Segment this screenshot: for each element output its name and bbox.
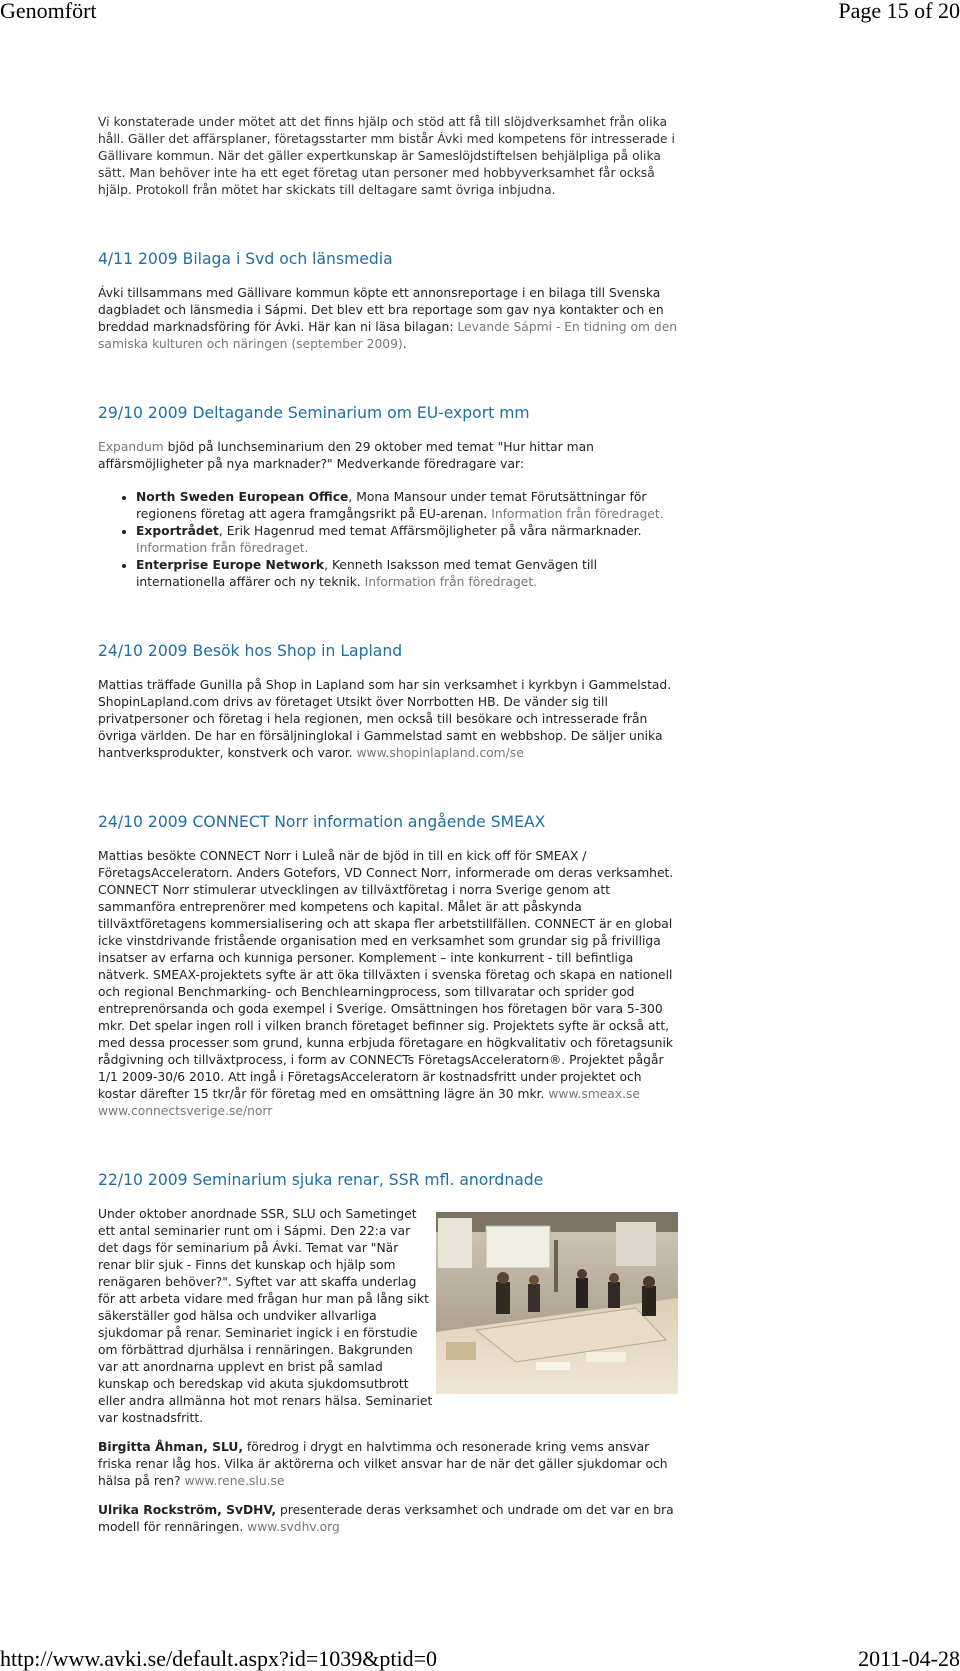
speaker-text: , Kenneth Isaksson med temat Genvägen till internationella affärer och ny teknik. xyxy=(136,558,598,589)
speaker-org: Exportrådet xyxy=(136,524,219,538)
speaker-list xyxy=(98,489,683,591)
expandum-link[interactable]: Expandum xyxy=(98,440,164,454)
rene-slu-link[interactable]: www.rene.slu.se xyxy=(184,1474,285,1488)
section-title-shop-in-lapland: 24/10 2009 Besök hos Shop in Lapland xyxy=(98,642,403,660)
seminar-ulrika xyxy=(98,1502,683,1536)
print-header-page: Page 15 of 20 xyxy=(838,0,960,23)
speaker-org: North Sweden European Office xyxy=(136,490,349,504)
intro-paragraph: Vi konstaterade under mötet att det finns hjälp och stöd att få till slöjdverksamhet från olika håll. Gäller det affärsplaner, företagsstarter mm bistår Ávki med kompetens för intresserade i Gällivare kommun. När det gäller expertkunskap är Sameslöjdstiftelsen behjälpliga på olika sätt. Man behöver inte ha ett eget företag utan personer med hobbyverksamhet får också hjälp. Protokoll från mötet har skickats till deltagare samt övriga inbjudna. xyxy=(98,115,675,197)
smeax-link[interactable]: www.smeax.se xyxy=(548,1087,640,1101)
article-content xyxy=(98,114,683,1536)
seminar-birgitta xyxy=(98,1439,683,1490)
section-text-eu-export xyxy=(98,439,683,473)
section-text-connect-norr xyxy=(98,848,683,1120)
section-title-seminarium-renar: 22/10 2009 Seminarium sjuka renar, SSR mfl. anordnade xyxy=(98,1171,544,1189)
print-header-title: Genomfört xyxy=(0,0,97,23)
connect-text: Mattias besökte CONNECT Norr i Luleå när de bjöd in till en kick off för SMEAX / FöretagsAcceleratorn. Anders Gotefors, VD Connect Norr, informerade om deras verksamhet. CONNECT Norr stimulerar utvecklingen av tillväxtföretag i norra Sverige genom att sammanföra entreprenörer med kompetens och kapital. Målet är att påskynda tillväxtföretagens kommersialisering och att skapa fler arbetstillfällen. CONNECT är en global icke vinstdrivande fristående organisation med en verksamhet som grundar sig på frivilliga insatser av erfarna och kunniga personer. Komplement – inte konkurrent - till befintliga nätverk. SMEAX-projektets syfte är att öka tillväxten i svenska företag och skapa en nationell och regional Benchmarking- och Benchlearningprocess, som tillvaratar och sprider god entreprenörsanda och goda exempel i Sverige. Omsättningen hos företagen bör vara 5-300 mkr. Det spelar ingen roll i vilken branch företaget befinner sig. Projektets syfte är också att, med dessa processer som grund, kunna erbjuda företagare en högkvalitativ och företagsunik rådgivning och tillväxtprocess, i form av CONNECTs FöretagsAcceleratorn®. Projektet pågår 1/1 2009-30/6 2010. Att ingå i FöretagsAcceleratorn är kostnadsfritt under projektet och kostar därefter 15 tkr/år för företag med en omsättning lägre än 30 mkr. xyxy=(98,849,674,1101)
section-text-bilaga xyxy=(98,285,683,353)
info-link[interactable]: Information från föredraget. xyxy=(491,507,664,521)
speaker-text: , Erik Hagenrud med temat Affärsmöjligheter på våra närmarknader. xyxy=(218,524,642,538)
speaker-text: föredrog i drygt en halvtimma och resonerade kring vems ansvar friska renar låg hos. Vilka är aktörerna och vilket ansvar har de när det gäller sjukdomar och hälsa på ren? xyxy=(98,1440,668,1488)
list-item xyxy=(136,523,683,557)
seminar-text: Under oktober anordnade SSR, SLU och Sametinget ett antal seminarier runt om i Sápmi. Den 22:a var det dags för seminarium på Ávki. Temat var "När renar blir sjuk - Finns det kunskap och hjälp som renägaren behöver?". Syftet var att skaffa underlag för att arbeta vidare med frågan hur man på lång sikt säkerställer god hälsa och undviker allvarliga sjukdomar på renar. Seminariet ingick i en förstudie om förbättrad djurhälsa i rennäringen. Bakgrunden var att anordnarna upplevt en brist på samlad kunskap och beredskap vid akuta sjukdomsutbrott eller andra allmänna hot mot renars hälsa. Seminariet var kostnadsfritt. xyxy=(98,1207,433,1425)
section-title-bilaga: 4/11 2009 Bilaga i Svd och länsmedia xyxy=(98,250,393,268)
list-item xyxy=(136,557,683,591)
section-title-connect-norr: 24/10 2009 CONNECT Norr information angående SMEAX xyxy=(98,813,546,831)
speaker-name: Birgitta Åhman, SLU, xyxy=(98,1440,244,1454)
eu-export-intro: bjöd på lunchseminarium den 29 oktober med temat "Hur hittar man affärsmöjligheter på nya marknader?" Medverkande föredragare var: xyxy=(98,440,594,471)
section-text-shop-in-lapland xyxy=(98,677,683,762)
bilaga-text: Ávki tillsammans med Gällivare kommun köpte ett annonsreportage i en bilaga till Svenska dagbladet och länsmedia i Sápmi. Det blev ett bra reportage som gav nya kontakter och en breddad marknadsföring för Ávki. Här kan ni läsa bilagan: xyxy=(98,286,664,334)
bilaga-text-end: . xyxy=(402,337,407,351)
speaker-org: Enterprise Europe Network xyxy=(136,558,325,572)
shopinlapland-link[interactable]: www.shopinlapland.com/se xyxy=(356,746,524,760)
levande-sapmi-link[interactable]: Levande Sápmi - En tidning om den samiska kulturen och näringen (september 2009) xyxy=(98,320,678,351)
section-title-eu-export: 29/10 2009 Deltagande Seminarium om EU-export mm xyxy=(98,404,530,422)
seminar-block xyxy=(98,1206,683,1427)
info-link[interactable]: Information från föredraget. xyxy=(136,541,309,555)
seminar-room-image xyxy=(436,1212,678,1394)
speaker-name: Ulrika Rockström, SvDHV, xyxy=(98,1503,277,1517)
seminar-photo xyxy=(436,1212,678,1394)
shop-text: Mattias träffade Gunilla på Shop in Lapland som har sin verksamhet i kyrkbyn i Gammelstad. ShopinLapland.com drivs av företaget Utsikt över Norrbotten HB. De vänder sig till privatpersoner och företag i hela regionen, men också till besökare och intresserade från övriga världen. De har en försäljninglokal i Gammelstad samt en webbshop. De säljer unika hantverksprodukter, konstverk och varor. xyxy=(98,678,672,760)
speaker-text: , Mona Mansour under temat Förutsättningar för regionens företag att agera framgångsrikt på EU-arenan. xyxy=(136,490,647,521)
connectsverige-link[interactable]: www.connectsverige.se/norr xyxy=(98,1104,273,1118)
speaker-text: presenterade deras verksamhet och undrade om det var en bra modell för rennäringen. xyxy=(98,1503,674,1534)
svdhv-link[interactable]: www.svdhv.org xyxy=(247,1520,340,1534)
print-footer-url: http://www.avki.se/default.aspx?id=1039&ptid=0 xyxy=(0,1646,438,1671)
print-footer-date: 2011-04-28 xyxy=(858,1646,960,1671)
list-item xyxy=(136,489,683,523)
info-link[interactable]: Information från föredraget. xyxy=(364,575,538,589)
